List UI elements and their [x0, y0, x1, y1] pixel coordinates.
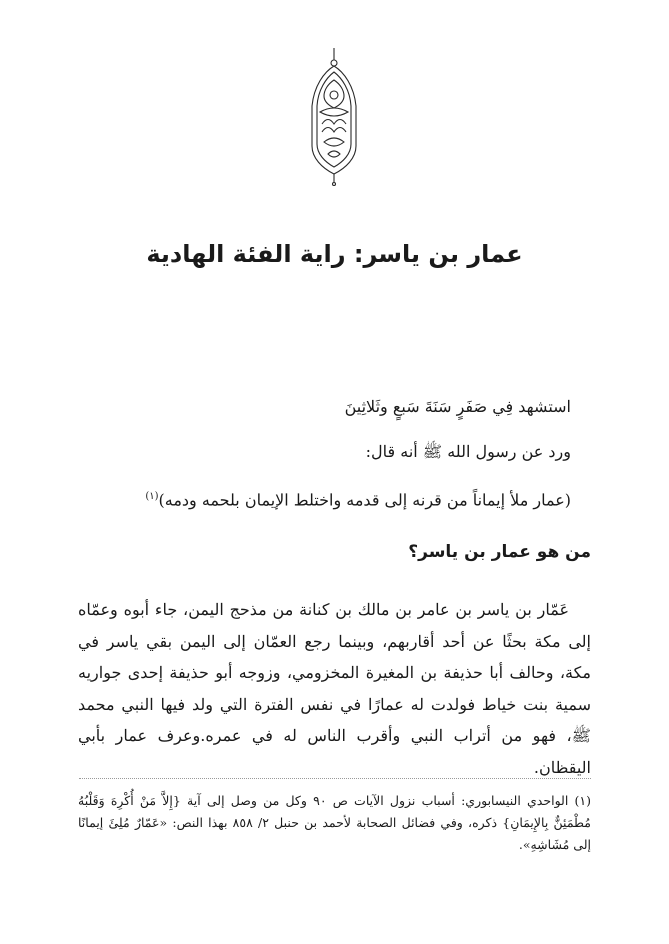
hadith-intro-line: ورد عن رسول الله ﷺ أنه قال:	[365, 442, 571, 461]
chapter-title: عمار بن ياسر: راية الفئة الهادية	[146, 240, 523, 268]
hadith-quote-line	[60, 484, 571, 529]
footnote-marker: (١)	[574, 793, 592, 808]
footnote-text: الواحدي النيسابوري: أسباب نزول الآيات ص ٩٠ وكل من وصل إلى آية {إِلاَّ مَنْ أُكْرِهَ وَقَلْبُهُ مُطْمَئِنٌّ بِالإِيمَانِ} ذكره، وفي فضائل الصحابة لأحمد بن حنبل ٢/ ٨٥٨ بهذا النص: «عَمّارٌ مُلِئَ إيمانًا إلى مُشَاشِهِ».	[78, 793, 592, 852]
hadith-quote-text: (عمار ملأ إيماناً من قرنه إلى قدمه واختلط الإيمان بلحمه ودمه)	[158, 490, 571, 510]
chapter-intro	[60, 394, 571, 529]
section-heading: من هو عمار بن ياسر؟	[408, 542, 591, 562]
footnote	[78, 790, 591, 856]
footnote-reference: (١)	[145, 491, 159, 502]
footnote-divider	[79, 778, 591, 779]
martyrdom-line: استشهد فِي صَفَرٍ سَنَةَ سَبعٍ وثَلاثِينَ	[344, 397, 571, 416]
biography-paragraph: عَمّار بن ياسر بن عامر بن مالك بن كنانة من مذحج اليمن، جاء أبوه وعمّاه إلى مكة بحثًا عن أحد أقاربهم، وبينما رجع العمّان إلى اليمن بقي ياسر في مكة، وحالف أبا حذيفة بن المغيرة المخزومي، وزوجه أبو حذيفة إحدى جواريه سمية بنت خياط فولدت له عمارًا في نفس الفترة التي ولد فيها النبي محمد ﷺ، فهو من أتراب النبي وأقرب الناس له في عمره.وعرف عمار بأبي اليقظان.	[78, 600, 591, 777]
lantern-ornament-icon	[304, 46, 364, 186]
